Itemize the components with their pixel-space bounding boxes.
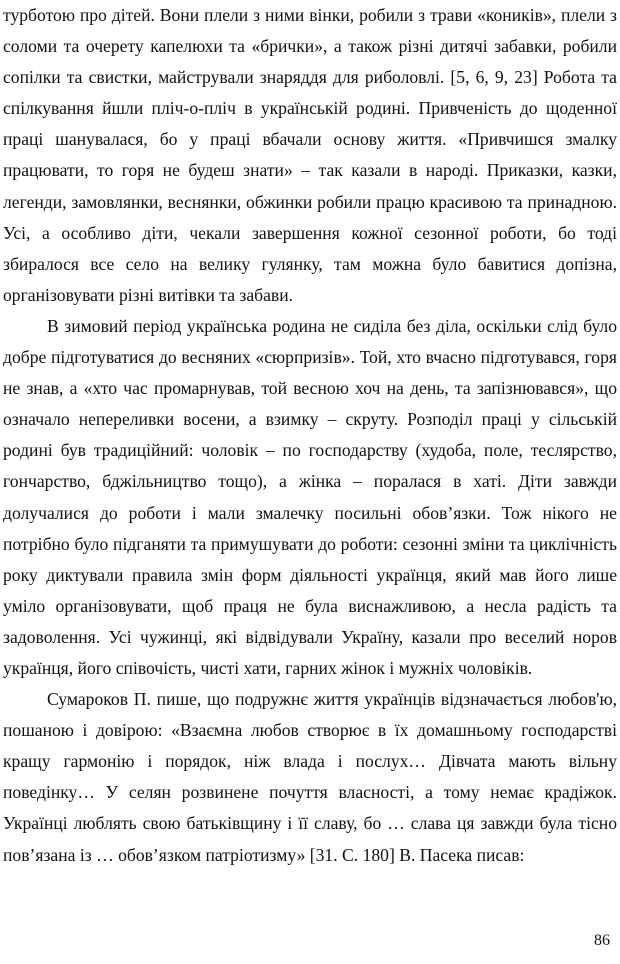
paragraph-winter-work: В зимовий період українська родина не сиділа без діла, оскільки слід було добре підготуватися до весняних «сюрпризів». Той, хто вчасно підготувався, горя не знав, а «хто час промарнував, той весною хоч на день, та запізнювався», що означало непереливки восени, а взимку – скруту. Розподіл праці у сільській родині був традиційний: чоловік – по господарству (худоба, поле, теслярство, гончарство, бджільництво тощо), а жінка – поралася в хаті. Діти завжди долучалися до роботи і мали змалечку посильні обов’язки. Тож нікого не потрібно було підганяти та примушувати до роботи: сезонні зміни та циклічність року диктували правила змін форм діяльності українця, який мав його лише уміло організовувати, щоб праця не була виснажливою, а несла радість та задоволення. Усі чужинці, які відвідували Україну, казали про веселий норов українця, його співочість, чисті хати, гарних жінок і мужніх чоловіків.	[3, 315, 617, 678]
body-text	[3, 0, 617, 871]
paragraph-sumarokov-quote: Сумароков П. пише, що подружнє життя українців відзначається любов'ю, пошаною і довірою: «Взаємна любов створює в їх домашньому господарстві кращу гармонію і порядок, ніж влада і послух… Дівчата мають вільну поведінку… У селян розвинене почуття власності, а тому немає крадіжок. Українці люблять свою батьківщину і її славу, бо … слава ця завжди була тісно пов’язана із … обов’язком патріотизму» [31. С. 180] В. Пасека писав:	[3, 689, 617, 865]
page-number: 86	[594, 932, 610, 949]
paragraph-continuation: турботою про дітей. Вони плели з ними вінки, робили з трави «коників», плели з соломи та очерету капелюхи та «брички», а також різні дитячі забавки, робили сопілки та свистки, майстрували знаряддя для риболовлі. [5, 6, 9, 23] Робота та спілкування йшли пліч-о-пліч в українській родині. Привченість до щоденної праці шанувалася, бо у праці вбачали основу життя. «Привчишся змалку працювати, то горя не будеш знати» – так казали в народі. Приказки, казки, легенди, замовлянки, веснянки, обжинки робили працю красивою та принадною. Усі, а особливо діти, чекали завершення кожної сезонної роботи, бо тоді збиралося все село на велику гулянку, там можна було бавитися допізна, організовувати різні витівки та забави.	[3, 5, 617, 305]
